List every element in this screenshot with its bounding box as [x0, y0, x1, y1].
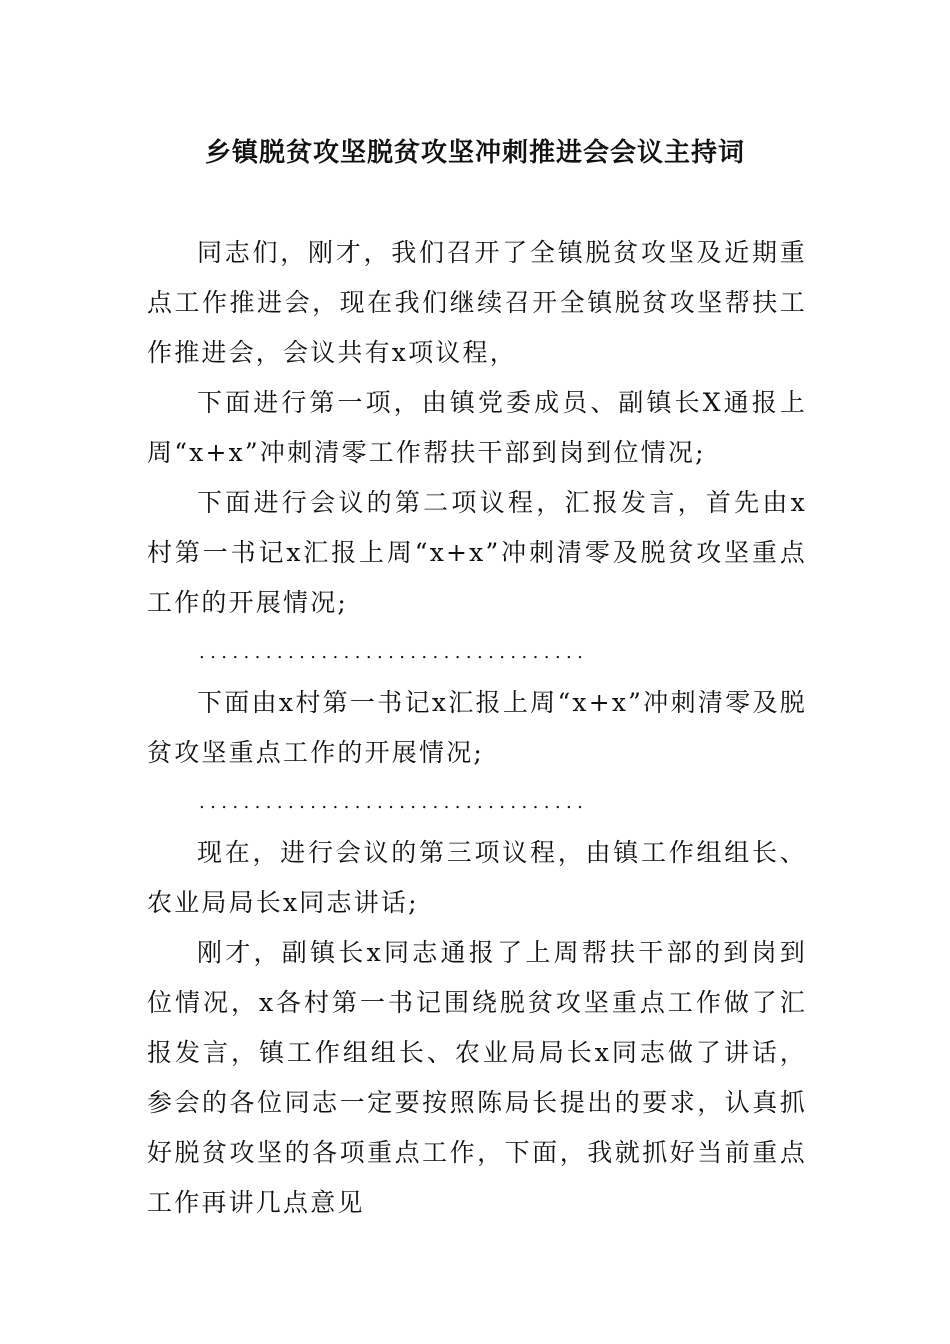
- ellipsis-separator: ...................................: [199, 792, 589, 813]
- paragraph-opening: 同志们，刚才，我们召开了全镇脱贫攻坚及近期重点工作推进会，现在我们继续召开全镇脱贫攻坚帮扶工作推进会，会议共有x项议程，: [147, 238, 807, 367]
- paragraph-summary: 刚才，副镇长x同志通报了上周帮扶干部的到岗到位情况，x各村第一书记围绕脱贫攻坚重点工作做了汇报发言，镇工作组组长、农业局局长x同志做了讲话，参会的各位同志一定要按照陈局长提出的要求，认真抓好脱贫攻坚的各项重点工作，下面，我就抓好当前重点工作再讲几点意见: [147, 938, 807, 1217]
- ellipsis-separator: ...................................: [199, 642, 589, 663]
- document-body: [147, 228, 807, 1228]
- document-title: 乡镇脱贫攻坚脱贫攻坚冲刺推进会会议主持词: [204, 138, 745, 168]
- paragraph-item-two: 下面进行会议的第二项议程，汇报发言，首先由x村第一书记x汇报上周“x+x”冲刺清零及脱贫攻坚重点工作的开展情况;: [147, 488, 807, 617]
- paragraph-item-one: 下面进行第一项，由镇党委成员、副镇长X通报上周“x+x”冲刺清零工作帮扶干部到岗到位情况;: [147, 388, 807, 467]
- paragraph-item-three: 现在，进行会议的第三项议程，由镇工作组组长、农业局局长x同志讲话;: [147, 838, 807, 917]
- paragraph-village-report: 下面由x村第一书记x汇报上周“x+x”冲刺清零及脱贫攻坚重点工作的开展情况;: [147, 688, 807, 767]
